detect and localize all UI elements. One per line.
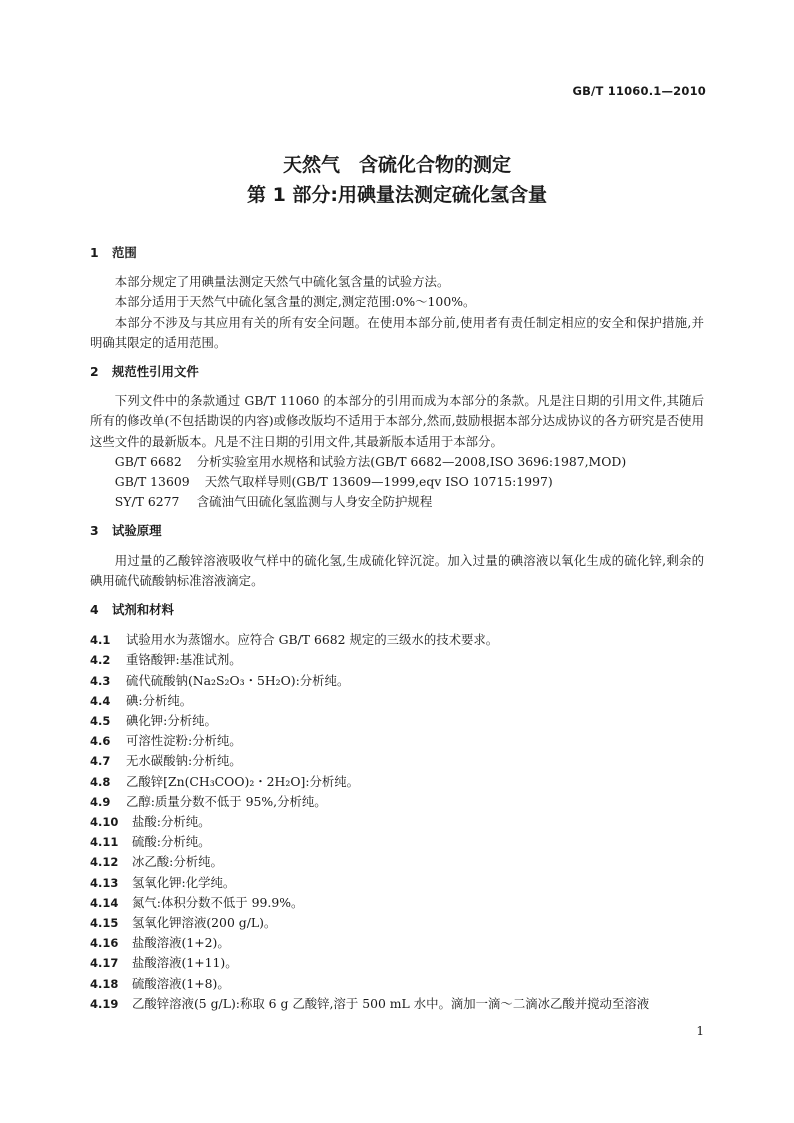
reagent-item [90,671,704,691]
reagent-item [90,711,704,731]
section-number: 2 [90,364,99,379]
references-paragraph: 下列文件中的条款通过 GB/T 11060 的本部分的引用而成为本部分的条款。凡是注日期的引用文件,其随后所有的修改单(不包括勘误的内容)或修改版均不适用于本部分,然而,鼓励根据本部分达成协议的各方研究是否使用这些文件的最新版本。凡是不注日期的引用文件,其最新版本适用于本部分。 [90,393,704,449]
reagent-item [90,630,704,650]
item-number: 4.6 [90,734,111,749]
reference-item [90,452,704,472]
section-title: 规范性引用文件 [112,364,199,379]
reagent-item [90,852,704,872]
reagent-item [90,953,704,973]
section-heading-scope [90,243,704,263]
section-title: 试剂和材料 [112,602,174,617]
section-number: 4 [90,602,99,617]
item-text: 无水碳酸钠:分析纯。 [126,753,242,769]
reference-item [90,492,704,512]
item-number: 4.15 [90,916,119,931]
item-text: 盐酸:分析纯。 [132,814,211,830]
item-text: 乙酸锌溶液(5 g/L):称取 6 g 乙酸锌,溶于 500 mL 水中。滴加一滴～二滴冰乙酸并搅动至溶液 [132,995,650,1011]
principle-paragraph: 用过量的乙酸锌溶液吸收气样中的硫化氢,生成硫化锌沉淀。加入过量的碘溶液以氧化生成的硫化锌,剩余的碘用硫代硫酸钠标准溶液滴定。 [90,552,704,588]
item-text: 可溶性淀粉:分析纯。 [126,733,242,749]
scope-paragraph: 本部分适用于天然气中硫化氢含量的测定,测定范围:0%～100%。 [114,294,476,310]
reagent-item [90,893,704,913]
item-text: 试验用水为蒸馏水。应符合 GB/T 6682 规定的三级水的技术要求。 [126,632,499,648]
reference-code: GB/T 6682 [114,453,182,469]
section-number: 1 [90,245,99,260]
spacer [90,263,704,272]
item-number: 4.9 [90,794,111,809]
reference-code: GB/T 13609 [114,474,190,489]
item-text: 硫酸溶液(1+8)。 [132,975,230,991]
item-text: 硫代硫酸钠(Na₂S₂O₃・5H₂O):分析纯。 [126,672,350,688]
item-text: 碘化钾:分析纯。 [126,713,217,728]
reagent-item [90,913,704,933]
item-text: 氢氧化钾:化学纯。 [132,874,236,890]
item-number: 4.5 [90,714,111,728]
reference-title: 含硫油气田硫化氢监测与人身安全防护规程 [196,494,433,510]
spacer [90,591,704,600]
reference-title: 分析实验室用水规格和试验方法(GB/T 6682—2008,ISO 3696:1987,MOD) [196,453,627,469]
section-heading-reagents [90,600,704,620]
item-number: 4.1 [90,633,111,648]
item-text: 氮气:体积分数不低于 99.9%。 [132,894,304,910]
item-number: 4.7 [90,754,111,769]
item-number: 4.10 [90,815,119,830]
spacer [90,353,704,362]
section-number: 3 [90,523,99,539]
item-number: 4.12 [90,855,119,870]
reagent-item [90,933,704,953]
spacer [90,620,704,630]
item-text: 盐酸溶液(1+11)。 [132,955,238,971]
reagent-item [90,974,704,994]
reagent-item [90,812,704,832]
reagent-item [90,832,704,852]
document-title-line2: 第 1 部分:用碘量法测定硫化氢含量 [246,184,548,206]
reference-item [90,472,704,492]
item-text: 冰乙酸:分析纯。 [132,854,223,870]
item-text: 乙酸锌[Zn(CH₃COO)₂・2H₂O]:分析纯。 [126,773,360,789]
document-title-line1: 天然气 含硫化合物的测定 [282,154,511,176]
item-number: 4.2 [90,653,111,668]
item-number: 4.14 [90,895,119,910]
item-text: 氢氧化钾溶液(200 g/L)。 [132,915,277,931]
section-heading-principle [90,521,704,541]
reagent-item [90,772,704,792]
item-number: 4.17 [90,956,119,971]
reagent-item [90,731,704,751]
spacer [90,382,704,391]
item-text: 乙醇:质量分数不低于 95%,分析纯。 [126,793,327,809]
reagent-item [90,873,704,893]
item-number: 4.16 [90,936,119,951]
section-title: 范围 [112,245,137,260]
section-heading-normative-references [90,362,704,382]
item-text: 盐酸溶液(1+2)。 [132,935,230,951]
item-number: 4.3 [90,673,111,688]
reference-code: SY/T 6277 [114,494,180,510]
reagent-item [90,751,704,771]
item-number: 4.4 [90,693,111,708]
item-text: 碘:分析纯。 [126,692,193,708]
item-number: 4.18 [90,976,119,991]
item-text: 硫酸:分析纯。 [132,834,211,850]
page-number: 1 [696,1024,704,1038]
item-number: 4.19 [90,996,119,1011]
spacer [90,512,704,521]
scope-paragraph: 本部分规定了用碘量法测定天然气中硫化氢含量的试验方法。 [114,274,450,290]
reagent-item [90,994,704,1014]
item-number: 4.11 [90,835,119,850]
item-number: 4.13 [90,875,119,890]
reagent-item [90,792,704,812]
scope-paragraph: 本部分不涉及与其应用有关的所有安全问题。在使用本部分前,使用者有责任制定相应的安全和保护措施,并明确其限定的适用范围。 [90,314,704,350]
reagent-item [90,691,704,711]
reference-title: 天然气取样导则(GB/T 13609—1999,eqv ISO 10715:1997) [204,474,553,489]
reagent-item [90,650,704,670]
item-number: 4.8 [90,774,111,789]
section-title: 试验原理 [112,523,162,539]
spacer [90,542,704,551]
standard-code: GB/T 11060.1—2010 [572,84,706,98]
item-text: 重铬酸钾:基准试剂。 [126,652,242,668]
document-body [90,243,704,1014]
